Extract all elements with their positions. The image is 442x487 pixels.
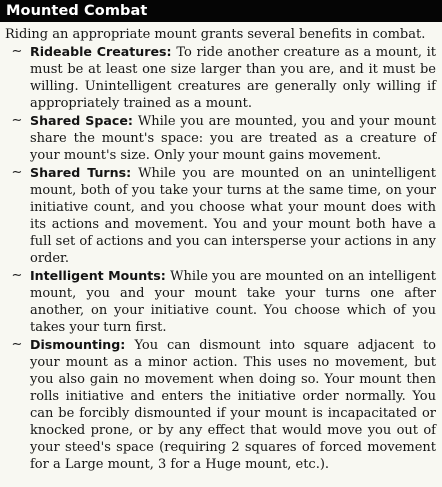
section-title: Mounted Combat [6, 3, 148, 19]
rule-title: Intelligent Mounts: [30, 268, 171, 283]
rule-title: Dismounting: [30, 337, 135, 352]
rule-item-intelligent-mounts [0, 267, 442, 336]
rule-title: Shared Space: [30, 113, 138, 128]
tilde-bullet-icon: ∼ [11, 268, 23, 283]
rule-item-shared-turns [0, 164, 442, 267]
rule-item-rideable-creatures [0, 43, 442, 112]
rule-text: While you are mounted, you and your mount share the mount's space: you are treated as a creature of your mount's size. Only your mount gains movement. [30, 114, 436, 163]
rule-text: To ride another creature as a mount, it must be at least one size larger than you are, and it must be willing. Unintelligent creatures are generally only willing if appropriately trained as a mount. [30, 45, 436, 111]
tilde-bullet-icon: ∼ [11, 165, 23, 180]
section-intro: Riding an appropriate mount grants several benefits in combat. [5, 27, 426, 42]
rule-item-shared-space [0, 112, 442, 164]
tilde-bullet-icon: ∼ [11, 113, 23, 128]
rule-title: Rideable Creatures: [30, 44, 177, 59]
rules-list [0, 43, 442, 473]
rule-text: While you are mounted on an unintelligent mount, both of you take your turns at the same time, on your initiative count, and you choose what your mount does with its actions and movement. You and your mount both have a full set of actions and you can intersperse your actions in any order. [30, 166, 436, 266]
rule-text: While you are mounted on an intelligent mount, you and your mount take your turns one after another, on your initiative count. You choose which of you takes your turn first. [30, 269, 436, 335]
rule-text: You can dismount into square adjacent to your mount as a minor action. This uses no movement, but you also gain no movement when doing so. Your mount then rolls initiative and enters the initiative order normally. You can be forcibly dismounted if your mount is incapacitated or knocked prone, or by any effect that would move you out of your steed's space (requiring 2 squares of forced movement for a Large mount, 3 for a Huge mount, etc.). [30, 338, 436, 472]
rule-item-dismounting [0, 336, 442, 473]
section-header [0, 0, 442, 22]
tilde-bullet-icon: ∼ [11, 44, 23, 59]
tilde-bullet-icon: ∼ [11, 337, 23, 352]
rule-title: Shared Turns: [30, 165, 139, 180]
